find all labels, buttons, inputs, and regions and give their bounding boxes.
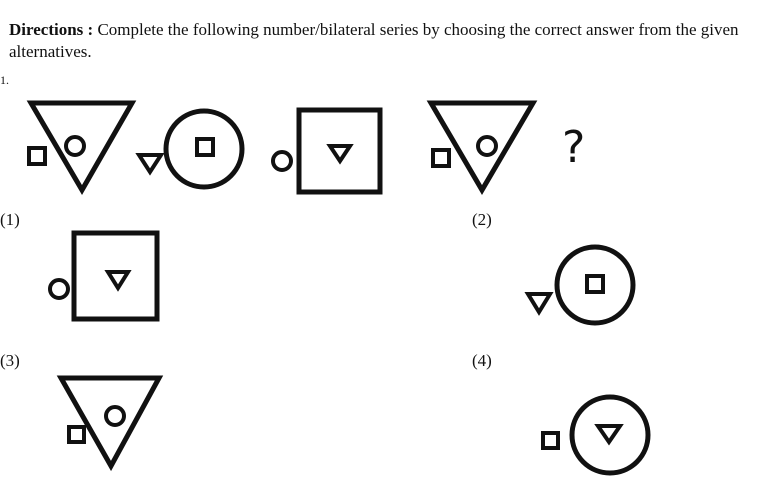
square-shape (587, 276, 603, 292)
circle-shape (572, 397, 648, 473)
question-mark: ? (562, 122, 586, 173)
question-number: 1. (0, 73, 9, 87)
option-4-figure[interactable] (543, 397, 648, 473)
square-shape (74, 233, 157, 319)
option-3-label[interactable]: (3) (0, 351, 20, 370)
option-1-figure[interactable] (50, 233, 157, 319)
circle-shape (273, 152, 291, 170)
square-shape (433, 150, 449, 166)
triangle-shape (330, 146, 350, 161)
option-3-figure[interactable] (61, 378, 159, 466)
square-shape (197, 139, 213, 155)
square-shape (69, 427, 84, 442)
square-shape (299, 110, 380, 192)
problem-figure-4 (431, 103, 533, 190)
circle-shape (557, 247, 633, 323)
triangle-shape (108, 272, 128, 288)
circle-shape (166, 111, 242, 187)
triangle-shape (139, 155, 161, 172)
triangle-shape (598, 426, 620, 442)
triangle-shape (528, 294, 550, 312)
circle-shape (50, 280, 68, 298)
option-4-label[interactable]: (4) (472, 351, 492, 370)
directions-label: Directions : (9, 20, 94, 39)
problem-figure-3 (273, 110, 380, 192)
problem-figure-1 (29, 103, 132, 190)
circle-shape (66, 137, 84, 155)
square-shape (543, 433, 558, 448)
square-shape (29, 148, 45, 164)
option-2-label[interactable]: (2) (472, 210, 492, 229)
option-2-figure[interactable] (528, 247, 633, 323)
option-1-label[interactable]: (1) (0, 210, 20, 229)
directions-body: Complete the following number/bilateral series by choosing the correct answer from the given alternatives. (9, 20, 739, 61)
triangle-shape (431, 103, 533, 190)
problem-figure-2 (139, 111, 242, 187)
circle-shape (478, 137, 496, 155)
circle-shape (106, 407, 124, 425)
